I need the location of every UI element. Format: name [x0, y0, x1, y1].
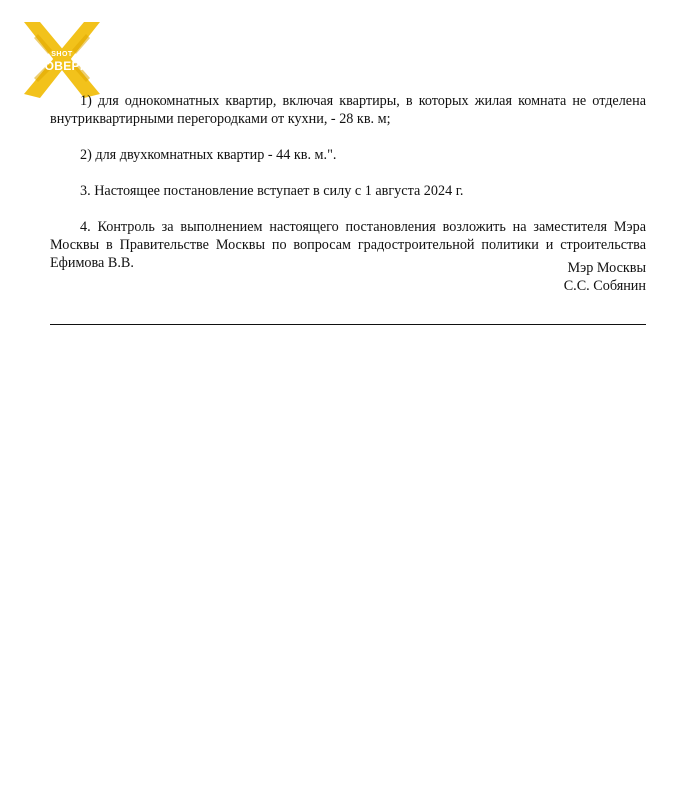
signature-title: Мэр Москвы	[567, 260, 646, 276]
signature-name: С.С. Собянин	[563, 278, 646, 294]
logo-text: ПРОВЕРКА	[27, 59, 97, 73]
paragraph-item-4: 4. Контроль за выполнением настоящего постановления возложить на заместителя Мэра Москвы в Правительстве Москвы по вопросам градостроительной политики и строительства Ефимова В.В.	[50, 219, 646, 271]
paragraph-item-2: 2) для двухкомнатных квартир - 44 кв. м.".	[80, 147, 337, 163]
divider-line	[50, 324, 646, 325]
signature-block	[564, 259, 646, 295]
paragraph-item-1: 1) для однокомнатных квартир, включая квартиры, в которых жилая комната не отделена внутриквартирными перегородками от кухни, - 28 кв. м;	[50, 93, 646, 127]
shot-proverka-logo	[22, 18, 102, 102]
paragraph-item-3: 3. Настоящее постановление вступает в силу с 1 августа 2024 г.	[80, 183, 464, 199]
logo-small-text: SHOT	[51, 51, 73, 58]
document-body	[50, 92, 646, 290]
